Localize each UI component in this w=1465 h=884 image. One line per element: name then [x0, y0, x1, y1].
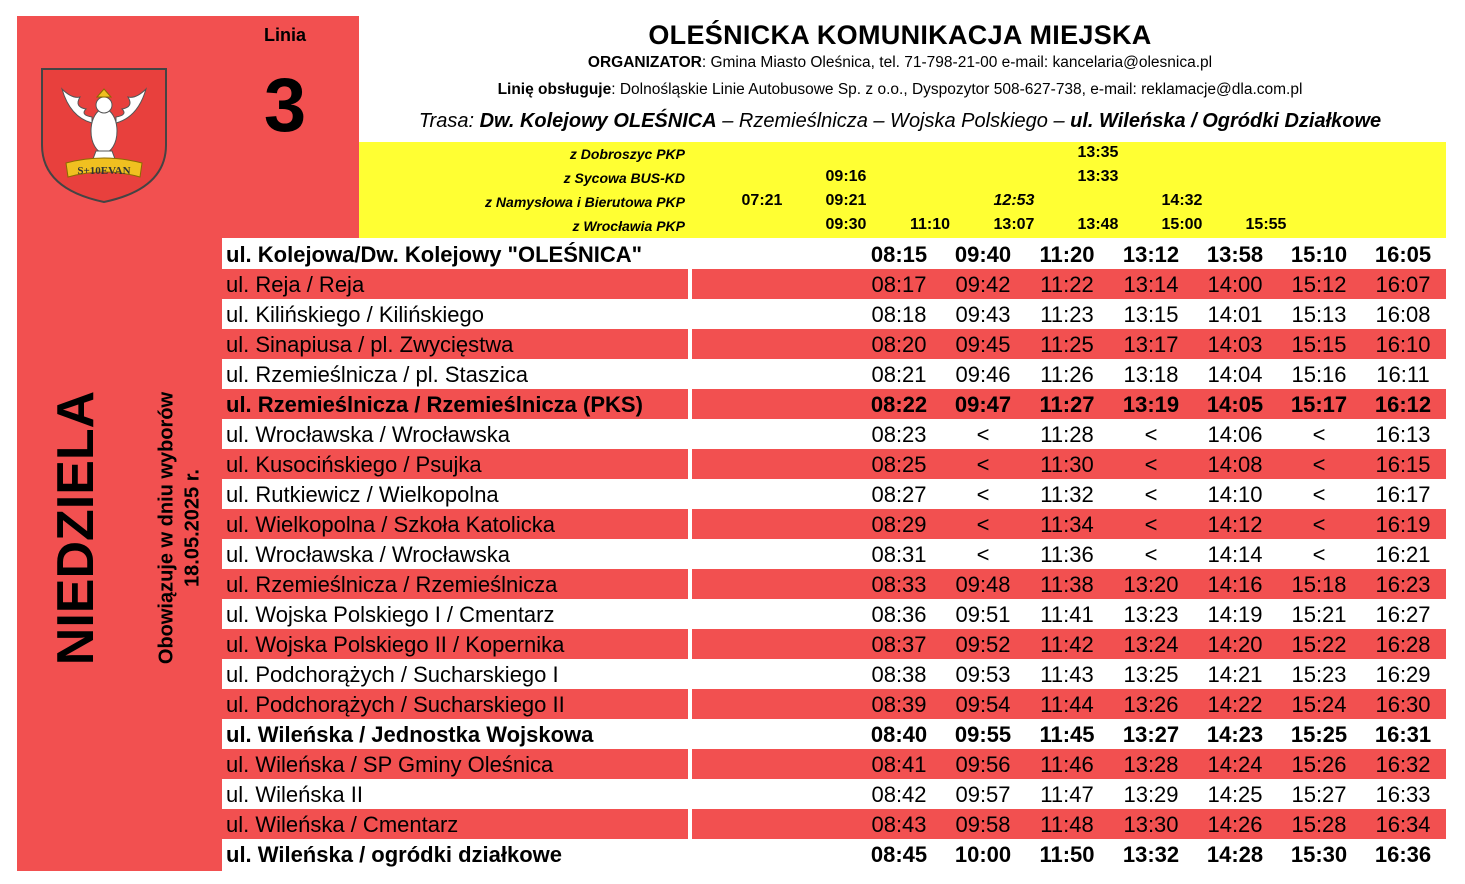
- table-row: [222, 449, 1446, 479]
- departure-time: 16:33: [1375, 782, 1431, 807]
- departure-time: <: [1312, 542, 1326, 567]
- connection-time: 12:53: [993, 192, 1035, 209]
- departure-time: <: [976, 452, 990, 477]
- connections-panel: [359, 142, 1446, 238]
- departure-time: 13:30: [1123, 812, 1179, 837]
- departure-time: 09:58: [955, 812, 1011, 837]
- stop-name: ul. Wileńska / Cmentarz: [226, 812, 459, 837]
- validity-date: 18.05.2025 r.: [181, 469, 204, 587]
- departure-time: 15:12: [1291, 272, 1347, 297]
- departure-time: 16:21: [1375, 542, 1431, 567]
- organizer-label: ORGANIZATOR: [587, 54, 702, 71]
- departure-time: 08:29: [871, 512, 927, 537]
- timetable: [222, 239, 1446, 869]
- departure-time: 16:05: [1374, 242, 1432, 267]
- departure-time: 13:20: [1123, 572, 1179, 597]
- departure-time: 15:18: [1291, 572, 1347, 597]
- departure-time: 13:28: [1123, 752, 1179, 777]
- row-separator: [688, 449, 692, 479]
- departure-time: <: [976, 512, 990, 537]
- departure-time: 09:45: [955, 332, 1011, 357]
- departure-time: 16:15: [1375, 452, 1431, 477]
- departure-time: 08:15: [870, 242, 928, 267]
- departure-time: 08:25: [871, 452, 927, 477]
- stop-name: ul. Rzemieślnicza / Rzemieślnicza (PKS): [226, 392, 643, 417]
- stop-name: ul. Wojska Polskiego II / Kopernika: [226, 632, 565, 657]
- connection-row: [359, 142, 1446, 166]
- departure-time: 09:48: [955, 572, 1011, 597]
- stop-name: ul. Wileńska / ogródki działkowe: [226, 842, 562, 867]
- table-row: [222, 359, 1446, 389]
- departure-time: 16:17: [1375, 482, 1431, 507]
- departure-time: 08:41: [871, 752, 927, 777]
- departure-time: 15:27: [1291, 782, 1347, 807]
- operator-text: : Dolnośląskie Linie Autobusowe Sp. z o.o., Dyspozytor 508-627-738, e-mail: reklamacje@dla.com.pl: [611, 81, 1303, 98]
- departure-time: 16:31: [1374, 722, 1432, 747]
- departure-time: 08:36: [871, 602, 927, 627]
- route-mid: – Rzemieślnicza – Wojska Polskiego –: [722, 110, 1065, 132]
- departure-time: 08:39: [871, 692, 927, 717]
- table-row: [222, 299, 1446, 329]
- departure-time: 09:51: [955, 602, 1011, 627]
- departure-time: 14:10: [1207, 482, 1263, 507]
- departure-time: 11:22: [1040, 272, 1094, 297]
- connection-time: 13:07: [993, 216, 1035, 233]
- departure-time: 15:26: [1291, 752, 1347, 777]
- departure-time: 15:15: [1291, 332, 1347, 357]
- departure-time: 15:21: [1291, 602, 1347, 627]
- crest-motto: S+10EVAN: [77, 165, 131, 177]
- departure-time: 09:57: [955, 782, 1011, 807]
- departure-time: 08:20: [871, 332, 927, 357]
- departure-time: 14:00: [1207, 272, 1263, 297]
- departure-time: 09:46: [955, 362, 1011, 387]
- table-row: [222, 389, 1446, 419]
- table-row: [222, 329, 1446, 359]
- table-row: [222, 509, 1446, 539]
- departure-time: 13:25: [1123, 662, 1179, 687]
- departure-time: <: [1312, 422, 1326, 447]
- departure-time: 08:22: [870, 392, 928, 417]
- departure-time: 13:15: [1123, 302, 1179, 327]
- departure-time: 13:18: [1123, 362, 1179, 387]
- departure-time: 08:45: [870, 842, 928, 867]
- departure-time: 13:19: [1122, 392, 1180, 417]
- connection-row: [359, 214, 1446, 238]
- connection-time: 15:55: [1245, 216, 1287, 233]
- connection-time: 07:21: [741, 192, 783, 209]
- departure-time: <: [1312, 512, 1326, 537]
- departure-time: 16:08: [1375, 302, 1431, 327]
- departure-time: 14:20: [1207, 632, 1263, 657]
- organizer-info: [360, 54, 1440, 72]
- departure-time: 11:48: [1040, 812, 1094, 837]
- eagle-crest-icon: [40, 67, 168, 204]
- departure-time: 09:52: [955, 632, 1011, 657]
- connection-row: [359, 166, 1446, 190]
- departure-time: 14:22: [1207, 692, 1263, 717]
- stop-name: ul. Kusocińskiego / Psujka: [226, 452, 482, 477]
- connection-label: z Wrocławia PKP: [572, 218, 685, 234]
- departure-time: 15:17: [1290, 392, 1348, 417]
- departure-time: 15:25: [1290, 722, 1348, 747]
- departure-time: 11:42: [1040, 632, 1094, 657]
- departure-time: 14:03: [1207, 332, 1263, 357]
- departure-time: 08:27: [871, 482, 927, 507]
- organizer-text: : Gmina Miasto Oleśnica, tel. 71-798-21-00 e-mail: kancelaria@olesnica.pl: [701, 54, 1213, 71]
- departure-time: <: [1312, 482, 1326, 507]
- departure-time: 16:19: [1375, 512, 1431, 537]
- departure-time: 13:26: [1123, 692, 1179, 717]
- departure-time: 13:12: [1122, 242, 1180, 267]
- departure-time: 09:53: [955, 662, 1011, 687]
- departure-time: 13:24: [1123, 632, 1179, 657]
- departure-time: 14:16: [1207, 572, 1263, 597]
- departure-time: 11:25: [1040, 332, 1094, 357]
- departure-time: 11:36: [1040, 542, 1094, 567]
- departure-time: 09:56: [955, 752, 1011, 777]
- stop-name: ul. Wileńska II: [226, 782, 363, 807]
- table-row: [222, 479, 1446, 509]
- departure-time: 08:38: [871, 662, 927, 687]
- departure-time: 15:16: [1291, 362, 1347, 387]
- departure-time: 11:50: [1039, 842, 1095, 867]
- connection-time: 15:00: [1161, 216, 1203, 233]
- departure-time: 11:34: [1040, 512, 1094, 537]
- table-row: [222, 779, 1446, 809]
- departure-time: 08:37: [871, 632, 927, 657]
- departure-time: 11:38: [1040, 572, 1094, 597]
- stop-name: ul. Kilińskiego / Kilińskiego: [226, 302, 485, 327]
- departure-time: 13:27: [1122, 722, 1180, 747]
- departure-time: <: [976, 482, 990, 507]
- table-row: [222, 749, 1446, 779]
- departure-time: 08:43: [871, 812, 927, 837]
- departure-time: 08:18: [871, 302, 927, 327]
- departure-time: 13:23: [1123, 602, 1179, 627]
- departure-time: 11:23: [1040, 302, 1094, 327]
- departure-time: 16:29: [1375, 662, 1431, 687]
- departure-time: 09:43: [955, 302, 1011, 327]
- departure-time: 15:13: [1291, 302, 1347, 327]
- table-row: [222, 839, 1446, 869]
- departure-time: <: [976, 422, 990, 447]
- operator-info: [360, 81, 1440, 99]
- departure-time: 16:32: [1375, 752, 1431, 777]
- departure-time: 14:21: [1207, 662, 1263, 687]
- connection-time: 09:30: [825, 216, 867, 233]
- departure-time: 11:30: [1040, 452, 1094, 477]
- table-row: [222, 719, 1446, 749]
- departure-time: 13:17: [1123, 332, 1179, 357]
- row-separator: [688, 389, 692, 419]
- departure-time: 16:11: [1376, 362, 1430, 387]
- stop-name: ul. Sinapiusa / pl. Zwycięstwa: [226, 332, 514, 357]
- departure-time: 16:34: [1375, 812, 1431, 837]
- connection-time: 11:10: [909, 216, 951, 233]
- departure-time: <: [1144, 512, 1158, 537]
- departure-time: 10:00: [954, 842, 1012, 867]
- stop-name: ul. Wileńska / SP Gminy Oleśnica: [226, 752, 554, 777]
- departure-time: 09:54: [955, 692, 1011, 717]
- route-end: ul. Wileńska / Ogródki Działkowe: [1070, 110, 1382, 132]
- stop-name: ul. Wojska Polskiego I / Cmentarz: [226, 602, 555, 627]
- connection-label: z Sycowa BUS-KD: [563, 170, 685, 186]
- stop-name: ul. Wrocławska / Wrocławska: [226, 542, 511, 567]
- departure-time: 14:01: [1207, 302, 1263, 327]
- departure-time: 09:40: [954, 242, 1012, 267]
- validity-note: Obowiązuje w dniu wyborów: [155, 391, 178, 665]
- departure-time: 15:22: [1291, 632, 1347, 657]
- connection-label: z Namysłowa i Bierutowa PKP: [485, 194, 685, 210]
- page-title: OLEŚNICKA KOMUNIKACJA MIEJSKA: [648, 20, 1152, 50]
- departure-time: 14:19: [1207, 602, 1263, 627]
- stop-name: ul. Reja / Reja: [226, 272, 365, 297]
- connection-label: z Dobroszyc PKP: [569, 146, 685, 162]
- departure-time: 14:06: [1207, 422, 1263, 447]
- table-row: [222, 269, 1446, 299]
- departure-time: 08:23: [871, 422, 927, 447]
- row-separator: [688, 689, 692, 719]
- departure-time: 11:28: [1040, 422, 1094, 447]
- departure-time: <: [1144, 542, 1158, 567]
- connection-time: 13:35: [1077, 144, 1119, 161]
- line-number: 3: [263, 63, 307, 148]
- day-label: NIEDZIELA: [47, 390, 105, 666]
- departure-time: 13:58: [1206, 242, 1264, 267]
- connection-row: [359, 190, 1446, 214]
- departure-time: 16:13: [1375, 422, 1431, 447]
- departure-time: 14:24: [1207, 752, 1263, 777]
- stop-name: ul. Rutkiewicz / Wielkopolna: [226, 482, 499, 507]
- route-start: Dw. Kolejowy OLEŚNICA: [479, 110, 717, 132]
- departure-time: 08:40: [870, 722, 928, 747]
- row-separator: [688, 329, 692, 359]
- departure-time: 13:32: [1122, 842, 1180, 867]
- connection-time: 09:16: [825, 168, 867, 185]
- departure-time: 15:28: [1291, 812, 1347, 837]
- connection-time: 13:33: [1077, 168, 1119, 185]
- table-row: [222, 419, 1446, 449]
- table-row: [222, 629, 1446, 659]
- line-label: Linia: [263, 25, 306, 45]
- stop-name: ul. Kolejowa/Dw. Kolejowy "OLEŚNICA": [226, 242, 643, 267]
- departure-time: 14:28: [1206, 842, 1264, 867]
- connection-time: 13:48: [1077, 216, 1119, 233]
- departure-time: 14:12: [1207, 512, 1263, 537]
- departure-time: 13:14: [1123, 272, 1179, 297]
- stop-name: ul. Podchorążych / Sucharskiego II: [226, 692, 565, 717]
- departure-time: 16:30: [1375, 692, 1431, 717]
- departure-time: 08:42: [871, 782, 927, 807]
- departure-time: <: [976, 542, 990, 567]
- row-separator: [688, 749, 692, 779]
- departure-time: 16:12: [1374, 392, 1432, 417]
- departure-time: 11:45: [1039, 722, 1095, 747]
- departure-time: 11:27: [1039, 392, 1095, 417]
- departure-time: 11:26: [1040, 362, 1094, 387]
- departure-time: 15:23: [1291, 662, 1347, 687]
- departure-time: 11:41: [1040, 602, 1094, 627]
- departure-time: 11:44: [1040, 692, 1094, 717]
- row-separator: [688, 569, 692, 599]
- stop-name: ul. Wrocławska / Wrocławska: [226, 422, 511, 447]
- departure-time: 15:10: [1290, 242, 1348, 267]
- departure-time: 16:23: [1375, 572, 1431, 597]
- row-separator: [688, 269, 692, 299]
- departure-time: 13:29: [1123, 782, 1179, 807]
- route-prefix: Trasa:: [418, 110, 475, 132]
- route-description: [360, 110, 1440, 133]
- departure-time: 16:27: [1375, 602, 1431, 627]
- departure-time: 14:26: [1207, 812, 1263, 837]
- table-row: [222, 689, 1446, 719]
- departure-time: 09:42: [955, 272, 1011, 297]
- row-separator: [688, 809, 692, 839]
- departure-time: 15:30: [1290, 842, 1348, 867]
- departure-time: <: [1144, 452, 1158, 477]
- departure-time: 09:47: [954, 392, 1012, 417]
- row-separator: [688, 509, 692, 539]
- table-row: [222, 599, 1446, 629]
- stop-name: ul. Wielkopolna / Szkoła Katolicka: [226, 512, 555, 537]
- departure-time: 14:04: [1207, 362, 1263, 387]
- departure-time: 16:36: [1374, 842, 1432, 867]
- table-row: [222, 809, 1446, 839]
- departure-time: <: [1312, 452, 1326, 477]
- table-row: [222, 659, 1446, 689]
- departure-time: 16:28: [1375, 632, 1431, 657]
- stop-name: ul. Podchorążych / Sucharskiego I: [226, 662, 559, 687]
- stop-name: ul. Rzemieślnicza / pl. Staszica: [226, 362, 528, 387]
- stop-name: ul. Rzemieślnicza / Rzemieślnicza: [226, 572, 558, 597]
- departure-time: <: [1144, 482, 1158, 507]
- departure-time: 14:08: [1207, 452, 1263, 477]
- departure-time: 14:23: [1206, 722, 1264, 747]
- stop-name: ul. Wileńska / Jednostka Wojskowa: [226, 722, 594, 747]
- departure-time: 11:47: [1040, 782, 1094, 807]
- connection-time: 09:21: [825, 192, 867, 209]
- departure-time: 15:24: [1291, 692, 1347, 717]
- connection-time: 14:32: [1161, 192, 1203, 209]
- departure-time: 09:55: [954, 722, 1012, 747]
- table-row: [222, 569, 1446, 599]
- departure-time: 14:25: [1207, 782, 1263, 807]
- departure-time: 14:05: [1206, 392, 1264, 417]
- departure-time: 11:32: [1040, 482, 1094, 507]
- table-row: [222, 239, 1446, 269]
- departure-time: 08:33: [871, 572, 927, 597]
- table-row: [222, 539, 1446, 569]
- operator-label: Linię obsługuje: [497, 81, 612, 98]
- departure-time: 11:20: [1039, 242, 1095, 267]
- row-separator: [688, 629, 692, 659]
- departure-time: 11:43: [1040, 662, 1094, 687]
- departure-time: 08:31: [871, 542, 927, 567]
- departure-time: 16:07: [1375, 272, 1431, 297]
- departure-time: 08:21: [871, 362, 927, 387]
- departure-time: 08:17: [871, 272, 927, 297]
- departure-time: 14:14: [1207, 542, 1263, 567]
- departure-time: 16:10: [1375, 332, 1431, 357]
- departure-time: <: [1144, 422, 1158, 447]
- departure-time: 11:46: [1040, 752, 1094, 777]
